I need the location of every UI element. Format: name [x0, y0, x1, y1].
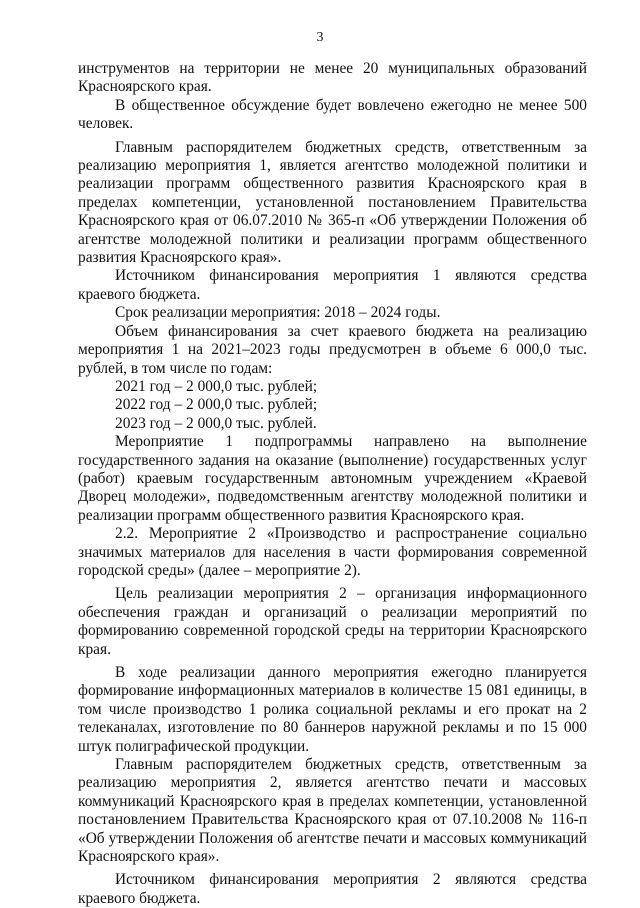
paragraph: Главным распорядителем бюджетных средств, ответственным за реализацию мероприятия 1, является агентство молодежной политики и реализации программ общественного развития Красноярского края в пределах компетенции, установленной постановлением Правительства Красноярского края от 06.07.2010 № 365-п «Об утверждении Положения об агентстве молодежной политики и реализации программ общественного развития Красноярского края». [78, 138, 587, 267]
paragraph: Мероприятие 1 подпрограммы направлено на выполнение государственного задания на оказание (выполнение) государственных услуг (работ) краевым государственным автономным учреждением «Краевой Дворец молодежи», подведомственным агентству молодежной политики и реализации программ общественного развития Красноярского края. [78, 433, 587, 524]
paragraph: 2021 год – 2 000,0 тыс. рублей; [115, 377, 318, 395]
page-number: 3 [316, 30, 324, 45]
paragraph: Источником финансирования мероприятия 2 являются средства краевого бюджета. [78, 871, 587, 907]
paragraph: Объем финансирования за счет краевого бюджета на реализацию мероприятия 1 на 2021–2023 годы предусмотрен в объеме 6 000,0 тыс. рублей, в том числе по годам: [78, 322, 587, 377]
paragraph: Срок реализации мероприятия: 2018 – 2024 годы. [115, 304, 441, 322]
paragraph: Цель реализации мероприятия 2 – организация информационного обеспечения граждан и организаций о реализации мероприятий по формированию современной городской среды на территории Красноярского края. [78, 585, 587, 658]
paragraph: 2022 год – 2 000,0 тыс. рублей; [115, 396, 318, 414]
paragraph: Главным распорядителем бюджетных средств, ответственным за реализацию мероприятия 2, является агентство печати и массовых коммуникаций Красноярского края в пределах компетенции, установленной постановлением Правительства Красноярского края от 07.10.2008 № 116-п «Об утверждении Положения об агентстве печати и массовых коммуникаций Красноярского края». [78, 756, 587, 866]
paragraph: В общественное обсуждение будет вовлечено ежегодно не менее 500 человек. [78, 96, 587, 133]
paragraph: инструментов на территории не менее 20 муниципальных образований Красноярского края. [78, 60, 587, 96]
paragraph: 2023 год – 2 000,0 тыс. рублей. [115, 414, 317, 432]
paragraph: Источником финансирования мероприятия 1 являются средства краевого бюджета. [78, 267, 587, 303]
document-body [78, 60, 587, 908]
section-heading: 2.2. Мероприятие 2 «Производство и распространение социально значимых материалов для населения в части формирования современной городской среды» (далее – мероприятие 2). [78, 525, 587, 579]
paragraph: В ходе реализации данного мероприятия ежегодно планируется формирование информационных материалов в количестве 15 081 единицы, в том числе производство 1 ролика социальной рекламы и его прокат на 2 телеканалах, изготовление по 80 баннеров наружной рекламы и по 15 000 штук полиграфической продукции. [78, 664, 587, 755]
